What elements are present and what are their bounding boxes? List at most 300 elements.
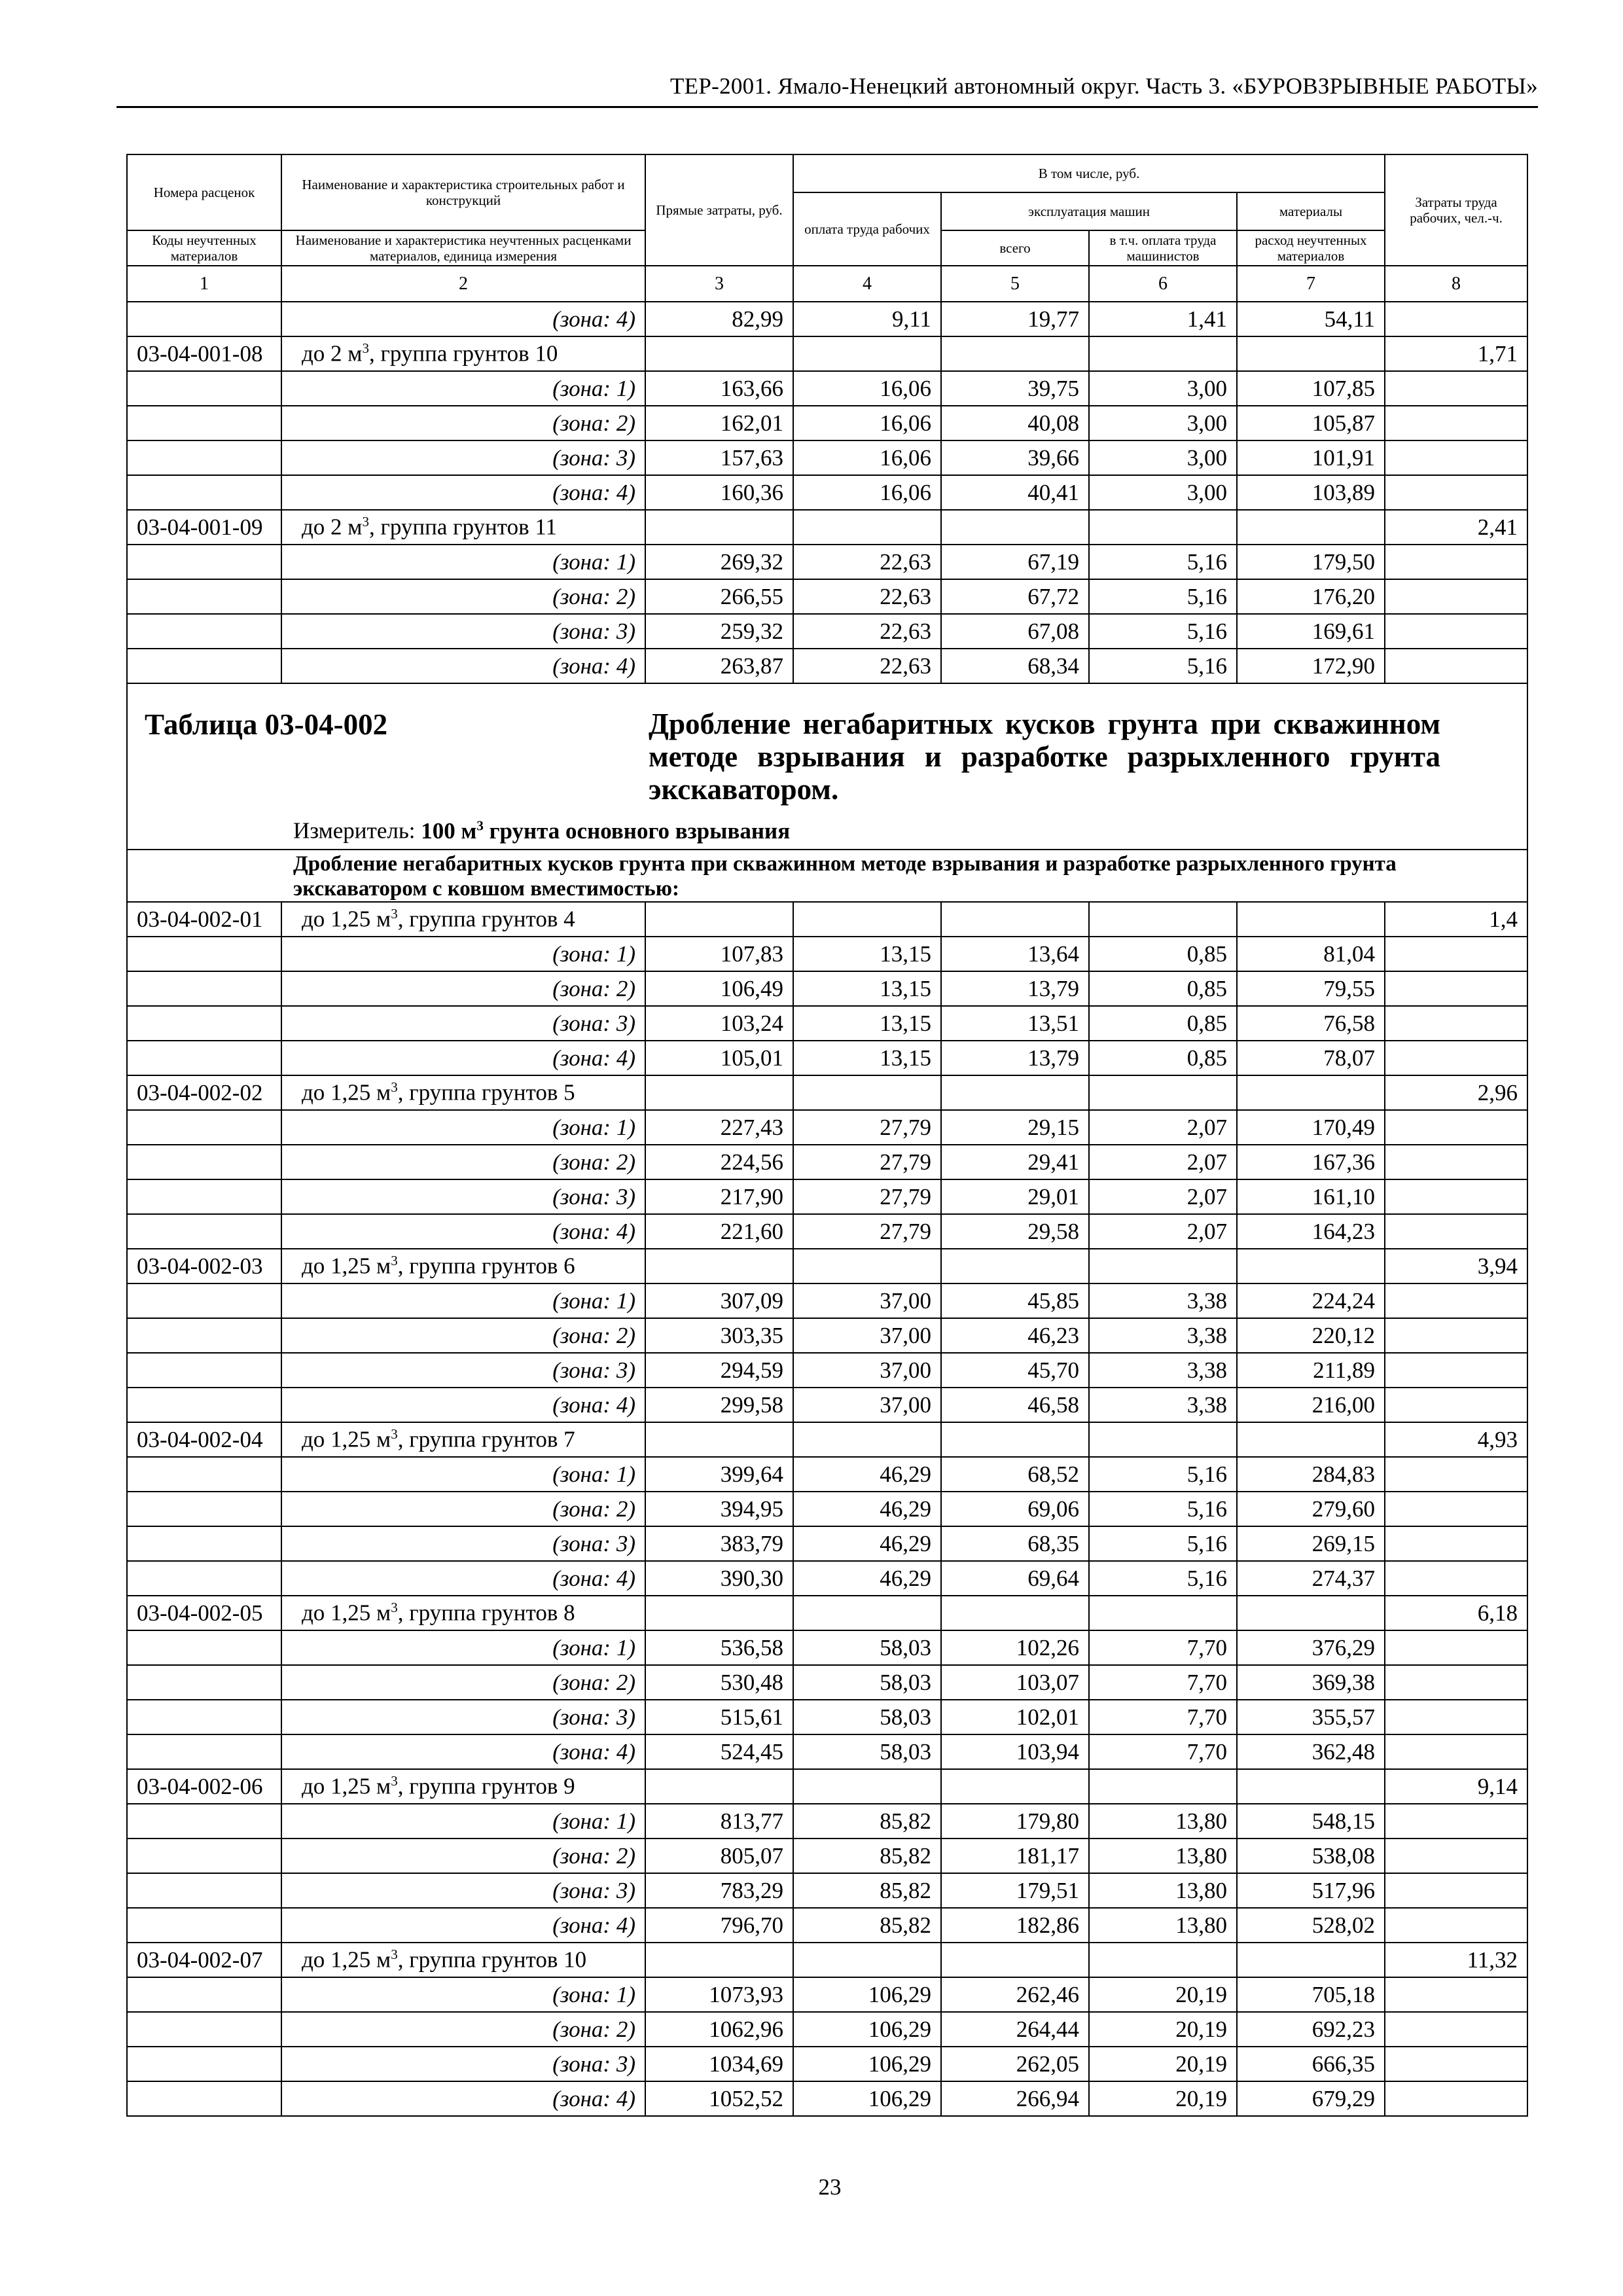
rate-name-prefix: до 1,25 м <box>302 906 391 932</box>
value-direct: 224,56 <box>645 1145 793 1179</box>
table-unit <box>293 817 790 844</box>
rate-name-suffix: , группа грунтов 7 <box>397 1426 575 1452</box>
zone-row <box>127 1041 1527 1075</box>
value-materials: 79,55 <box>1237 971 1385 1006</box>
table-title: Таблица 03-04-002 <box>145 708 388 741</box>
zone-row <box>127 614 1527 649</box>
value-labor: 27,79 <box>793 1110 941 1145</box>
value-operators: 3,38 <box>1089 1318 1237 1353</box>
rate-name <box>281 510 645 545</box>
rate-item-row <box>127 1596 1527 1630</box>
value-machines: 67,08 <box>941 614 1089 649</box>
value-operators: 2,07 <box>1089 1145 1237 1179</box>
rate-name-prefix: до 2 м <box>302 340 363 367</box>
value-operators: 5,16 <box>1089 649 1237 683</box>
value-operators: 0,85 <box>1089 971 1237 1006</box>
value-machines: 19,77 <box>941 302 1089 336</box>
zone-label: (зона: 4) <box>281 649 645 683</box>
value-operators: 3,38 <box>1089 1283 1237 1318</box>
value-direct: 263,87 <box>645 649 793 683</box>
value-direct: 307,09 <box>645 1283 793 1318</box>
zone-label: (зона: 4) <box>281 1734 645 1769</box>
value-machines: 182,86 <box>941 1908 1089 1943</box>
rate-name <box>281 1943 645 1977</box>
value-operators: 13,80 <box>1089 1873 1237 1908</box>
value-materials: 176,20 <box>1237 579 1385 614</box>
value-materials: 376,29 <box>1237 1630 1385 1665</box>
zone-row <box>127 1908 1527 1943</box>
value-direct: 163,66 <box>645 371 793 406</box>
header-material-names: Наименование и характеристика неучтенных расценками материалов, единица измерения <box>281 230 645 266</box>
value-operators: 3,00 <box>1089 371 1237 406</box>
zone-label: (зона: 2) <box>281 579 645 614</box>
value-labor: 85,82 <box>793 1804 941 1839</box>
group-heading-row <box>127 850 1527 902</box>
value-materials: 211,89 <box>1237 1353 1385 1388</box>
value-direct: 269,32 <box>645 545 793 579</box>
zone-label: (зона: 1) <box>281 1630 645 1665</box>
value-materials: 220,12 <box>1237 1318 1385 1353</box>
value-machines: 67,72 <box>941 579 1089 614</box>
value-labor: 85,82 <box>793 1839 941 1873</box>
column-numbers-row <box>127 266 1527 302</box>
value-machines: 40,41 <box>941 475 1089 510</box>
labor-cost: 9,14 <box>1385 1769 1527 1804</box>
zone-row <box>127 2081 1527 2116</box>
rate-code: 03-04-002-01 <box>127 902 281 937</box>
value-labor: 46,29 <box>793 1526 941 1561</box>
value-materials: 224,24 <box>1237 1283 1385 1318</box>
value-direct: 1052,52 <box>645 2081 793 2116</box>
value-direct: 303,35 <box>645 1318 793 1353</box>
value-operators: 7,70 <box>1089 1630 1237 1665</box>
zone-row <box>127 1561 1527 1596</box>
zone-label: (зона: 3) <box>281 1353 645 1388</box>
value-machines: 29,01 <box>941 1179 1089 1214</box>
rate-name-suffix: , группа грунтов 8 <box>397 1600 575 1626</box>
value-labor: 37,00 <box>793 1353 941 1388</box>
header-worker-pay: оплата труда рабочих <box>793 192 941 266</box>
value-operators: 0,85 <box>1089 937 1237 971</box>
zone-label: (зона: 2) <box>281 1665 645 1700</box>
value-labor: 13,15 <box>793 1006 941 1041</box>
zone-label: (зона: 2) <box>281 1839 645 1873</box>
value-machines: 29,15 <box>941 1110 1089 1145</box>
value-machines: 39,75 <box>941 371 1089 406</box>
zone-row <box>127 1179 1527 1214</box>
column-number: 3 <box>645 266 793 302</box>
value-materials: 666,35 <box>1237 2047 1385 2081</box>
value-operators: 20,19 <box>1089 2012 1237 2047</box>
zone-label: (зона: 1) <box>281 1804 645 1839</box>
rate-code: 03-04-002-03 <box>127 1249 281 1283</box>
value-materials: 169,61 <box>1237 614 1385 649</box>
value-materials: 167,36 <box>1237 1145 1385 1179</box>
rate-name-suffix: , группа грунтов 11 <box>368 514 558 540</box>
rate-name-sup: 3 <box>391 1946 398 1963</box>
rate-item-row <box>127 510 1527 545</box>
zone-label: (зона: 1) <box>281 937 645 971</box>
zone-row <box>127 2012 1527 2047</box>
value-labor: 27,79 <box>793 1214 941 1249</box>
value-materials: 538,08 <box>1237 1839 1385 1873</box>
value-machines: 68,52 <box>941 1457 1089 1492</box>
zone-row <box>127 371 1527 406</box>
column-number: 5 <box>941 266 1089 302</box>
zone-label: (зона: 4) <box>281 475 645 510</box>
value-labor: 106,29 <box>793 2047 941 2081</box>
value-direct: 217,90 <box>645 1179 793 1214</box>
rate-code: 03-04-002-05 <box>127 1596 281 1630</box>
rate-name-sup: 3 <box>391 906 398 922</box>
zone-row <box>127 1873 1527 1908</box>
zone-row <box>127 475 1527 510</box>
rate-name <box>281 1249 645 1283</box>
table-caption: Дробление негабаритных кусков грунта при скважинном методе взрывания и разработке разрыхленного грунта экскаватором. <box>649 708 1440 806</box>
header-work-name: Наименование и характеристика строительных работ и конструкций <box>281 154 645 230</box>
value-operators: 5,16 <box>1089 1526 1237 1561</box>
value-machines: 29,58 <box>941 1214 1089 1249</box>
value-materials: 107,85 <box>1237 371 1385 406</box>
value-materials: 705,18 <box>1237 1977 1385 2012</box>
rate-name-sup: 3 <box>362 340 369 357</box>
rate-name-sup: 3 <box>391 1426 398 1443</box>
value-machines: 179,51 <box>941 1873 1089 1908</box>
header-material-codes: Коды неучтенных материалов <box>127 230 281 266</box>
group-heading: Дробление негабаритных кусков грунта при скважинном методе взрывания и разработке разрыхленного грунта экскаватором с ковшом вместимостью: <box>293 852 1397 901</box>
rate-name-sup: 3 <box>391 1079 398 1096</box>
value-materials: 81,04 <box>1237 937 1385 971</box>
value-machines: 46,23 <box>941 1318 1089 1353</box>
value-direct: 399,64 <box>645 1457 793 1492</box>
value-labor: 13,15 <box>793 971 941 1006</box>
rate-name-sup: 3 <box>362 514 369 530</box>
zone-label: (зона: 3) <box>281 614 645 649</box>
value-materials: 101,91 <box>1237 440 1385 475</box>
value-direct: 160,36 <box>645 475 793 510</box>
rate-name <box>281 1769 645 1804</box>
zone-row <box>127 440 1527 475</box>
rate-item-row <box>127 1422 1527 1457</box>
rate-name-sup: 3 <box>391 1253 398 1269</box>
labor-cost: 2,96 <box>1385 1075 1527 1110</box>
zone-label: (зона: 4) <box>281 1214 645 1249</box>
value-operators: 7,70 <box>1089 1734 1237 1769</box>
value-machines: 13,51 <box>941 1006 1089 1041</box>
value-operators: 5,16 <box>1089 1457 1237 1492</box>
zone-row <box>127 406 1527 440</box>
value-materials: 54,11 <box>1237 302 1385 336</box>
value-materials: 170,49 <box>1237 1110 1385 1145</box>
value-direct: 1073,93 <box>645 1977 793 2012</box>
header-including: В том числе, руб. <box>793 154 1385 192</box>
rate-code: 03-04-002-02 <box>127 1075 281 1110</box>
value-materials: 103,89 <box>1237 475 1385 510</box>
value-materials: 274,37 <box>1237 1561 1385 1596</box>
value-labor: 85,82 <box>793 1908 941 1943</box>
value-operators: 20,19 <box>1089 2081 1237 2116</box>
unit-value <box>421 818 790 844</box>
value-machines: 39,66 <box>941 440 1089 475</box>
value-materials: 105,87 <box>1237 406 1385 440</box>
rate-name-suffix: , группа грунтов 10 <box>368 340 558 367</box>
value-operators: 13,80 <box>1089 1804 1237 1839</box>
unit-value-prefix: 100 м <box>421 817 477 844</box>
value-labor: 37,00 <box>793 1283 941 1318</box>
zone-label: (зона: 3) <box>281 1526 645 1561</box>
zone-label: (зона: 2) <box>281 1318 645 1353</box>
value-labor: 22,63 <box>793 649 941 683</box>
value-materials: 284,83 <box>1237 1457 1385 1492</box>
unit-value-suffix: грунта основного взрывания <box>483 817 791 844</box>
zone-row <box>127 1492 1527 1526</box>
value-machines: 103,94 <box>941 1734 1089 1769</box>
value-materials: 679,29 <box>1237 2081 1385 2116</box>
labor-cost: 2,41 <box>1385 510 1527 545</box>
value-operators: 7,70 <box>1089 1700 1237 1734</box>
rate-name-suffix: , группа грунтов 6 <box>397 1253 575 1279</box>
value-operators: 13,80 <box>1089 1839 1237 1873</box>
value-machines: 13,64 <box>941 937 1089 971</box>
labor-cost: 1,4 <box>1385 902 1527 937</box>
value-machines: 68,34 <box>941 649 1089 683</box>
rate-name-prefix: до 1,25 м <box>302 1079 391 1105</box>
rate-code: 03-04-002-06 <box>127 1769 281 1804</box>
value-operators: 13,80 <box>1089 1908 1237 1943</box>
zone-row <box>127 1214 1527 1249</box>
labor-cost: 4,93 <box>1385 1422 1527 1457</box>
zone-label: (зона: 3) <box>281 1873 645 1908</box>
header-unaccounted-materials: расход неучтенных материалов <box>1237 230 1385 266</box>
value-materials: 528,02 <box>1237 1908 1385 1943</box>
value-labor: 22,63 <box>793 579 941 614</box>
zone-label: (зона: 4) <box>281 1388 645 1422</box>
zone-row <box>127 1630 1527 1665</box>
rate-name-prefix: до 1,25 м <box>302 1600 391 1626</box>
value-machines: 13,79 <box>941 1041 1089 1075</box>
header-machines: эксплуатация машин <box>941 192 1237 230</box>
zone-label: (зона: 3) <box>281 1700 645 1734</box>
column-number: 2 <box>281 266 645 302</box>
zone-row <box>127 302 1527 336</box>
value-labor: 16,06 <box>793 371 941 406</box>
zone-label: (зона: 4) <box>281 302 645 336</box>
value-direct: 82,99 <box>645 302 793 336</box>
value-materials: 179,50 <box>1237 545 1385 579</box>
rate-name-prefix: до 1,25 м <box>302 1426 391 1452</box>
rate-name-prefix: до 1,25 м <box>302 1253 391 1279</box>
value-operators: 5,16 <box>1089 1561 1237 1596</box>
value-labor: 106,29 <box>793 1977 941 2012</box>
value-direct: 783,29 <box>645 1873 793 1908</box>
header-direct-costs: Прямые затраты, руб. <box>645 154 793 266</box>
value-direct: 536,58 <box>645 1630 793 1665</box>
zone-row <box>127 1318 1527 1353</box>
value-direct: 1062,96 <box>645 2012 793 2047</box>
value-materials: 172,90 <box>1237 649 1385 683</box>
rate-code: 03-04-001-08 <box>127 336 281 371</box>
header-operators-pay: в т.ч. оплата труда машинистов <box>1089 230 1237 266</box>
zone-label: (зона: 3) <box>281 2047 645 2081</box>
zone-label: (зона: 3) <box>281 440 645 475</box>
value-operators: 3,00 <box>1089 440 1237 475</box>
value-labor: 46,29 <box>793 1561 941 1596</box>
zone-label: (зона: 2) <box>281 1145 645 1179</box>
value-labor: 27,79 <box>793 1179 941 1214</box>
value-machines: 266,94 <box>941 2081 1089 2116</box>
value-direct: 515,61 <box>645 1700 793 1734</box>
value-operators: 20,19 <box>1089 2047 1237 2081</box>
rate-code: 03-04-002-04 <box>127 1422 281 1457</box>
value-machines: 102,26 <box>941 1630 1089 1665</box>
value-direct: 266,55 <box>645 579 793 614</box>
rate-name <box>281 1596 645 1630</box>
value-direct: 524,45 <box>645 1734 793 1769</box>
value-labor: 16,06 <box>793 406 941 440</box>
value-labor: 13,15 <box>793 937 941 971</box>
value-operators: 5,16 <box>1089 1492 1237 1526</box>
value-operators: 5,16 <box>1089 545 1237 579</box>
header-materials: материалы <box>1237 192 1385 230</box>
column-number: 6 <box>1089 266 1237 302</box>
value-machines: 68,35 <box>941 1526 1089 1561</box>
zone-row <box>127 1665 1527 1700</box>
running-header: ТЕР-2001. Ямало-Ненецкий автономный округ. Часть 3. «БУРОВЗРЫВНЫЕ РАБОТЫ» <box>669 73 1538 99</box>
value-materials: 78,07 <box>1237 1041 1385 1075</box>
header-machines-total: всего <box>941 230 1089 266</box>
value-direct: 390,30 <box>645 1561 793 1596</box>
rate-name <box>281 1075 645 1110</box>
value-labor: 58,03 <box>793 1734 941 1769</box>
value-machines: 179,80 <box>941 1804 1089 1839</box>
value-direct: 221,60 <box>645 1214 793 1249</box>
value-direct: 294,59 <box>645 1353 793 1388</box>
zone-row <box>127 1977 1527 2012</box>
value-direct: 105,01 <box>645 1041 793 1075</box>
value-direct: 106,49 <box>645 971 793 1006</box>
zone-row <box>127 1006 1527 1041</box>
table-heading-row <box>127 683 1527 850</box>
column-number: 4 <box>793 266 941 302</box>
value-machines: 102,01 <box>941 1700 1089 1734</box>
rate-item-row <box>127 1769 1527 1804</box>
header-rule <box>116 106 1538 108</box>
value-materials: 164,23 <box>1237 1214 1385 1249</box>
zone-label: (зона: 4) <box>281 1041 645 1075</box>
value-materials: 216,00 <box>1237 1388 1385 1422</box>
value-operators: 2,07 <box>1089 1214 1237 1249</box>
zone-row <box>127 1283 1527 1318</box>
zone-row <box>127 649 1527 683</box>
zone-row <box>127 1353 1527 1388</box>
value-materials: 362,48 <box>1237 1734 1385 1769</box>
labor-cost: 3,94 <box>1385 1249 1527 1283</box>
rate-name-sup: 3 <box>391 1600 398 1616</box>
value-labor: 106,29 <box>793 2081 941 2116</box>
zone-row <box>127 1804 1527 1839</box>
zone-row <box>127 1145 1527 1179</box>
value-operators: 3,38 <box>1089 1353 1237 1388</box>
zone-label: (зона: 1) <box>281 1110 645 1145</box>
value-labor: 13,15 <box>793 1041 941 1075</box>
rate-name-suffix: , группа грунтов 10 <box>397 1946 587 1973</box>
zone-row <box>127 1839 1527 1873</box>
rate-item-row <box>127 336 1527 371</box>
zone-row <box>127 1700 1527 1734</box>
value-materials: 369,38 <box>1237 1665 1385 1700</box>
value-labor: 16,06 <box>793 475 941 510</box>
value-labor: 58,03 <box>793 1665 941 1700</box>
rate-code: 03-04-001-09 <box>127 510 281 545</box>
zone-label: (зона: 3) <box>281 1179 645 1214</box>
zone-label: (зона: 2) <box>281 1492 645 1526</box>
value-direct: 394,95 <box>645 1492 793 1526</box>
rate-name-prefix: до 2 м <box>302 514 363 540</box>
zone-label: (зона: 1) <box>281 1977 645 2012</box>
zone-row <box>127 545 1527 579</box>
value-labor: 58,03 <box>793 1700 941 1734</box>
value-operators: 3,00 <box>1089 475 1237 510</box>
zone-label: (зона: 2) <box>281 406 645 440</box>
header-labor-costs: Затраты труда рабочих, чел.-ч. <box>1385 154 1527 266</box>
value-labor: 9,11 <box>793 302 941 336</box>
value-operators: 0,85 <box>1089 1006 1237 1041</box>
zone-label: (зона: 1) <box>281 371 645 406</box>
value-machines: 29,41 <box>941 1145 1089 1179</box>
value-machines: 67,19 <box>941 545 1089 579</box>
value-operators: 3,38 <box>1089 1388 1237 1422</box>
zone-row <box>127 2047 1527 2081</box>
zone-row <box>127 1110 1527 1145</box>
rate-name-suffix: , группа грунтов 4 <box>397 906 575 932</box>
rates-table <box>126 154 1528 2117</box>
column-number: 7 <box>1237 266 1385 302</box>
value-direct: 227,43 <box>645 1110 793 1145</box>
rate-name <box>281 336 645 371</box>
rate-code: 03-04-002-07 <box>127 1943 281 1977</box>
rate-item-row <box>127 1249 1527 1283</box>
value-direct: 796,70 <box>645 1908 793 1943</box>
value-labor: 37,00 <box>793 1318 941 1353</box>
column-number: 8 <box>1385 266 1527 302</box>
rate-item-row <box>127 902 1527 937</box>
zone-label: (зона: 4) <box>281 1908 645 1943</box>
value-labor: 22,63 <box>793 614 941 649</box>
zone-label: (зона: 1) <box>281 1457 645 1492</box>
value-machines: 103,07 <box>941 1665 1089 1700</box>
value-materials: 517,96 <box>1237 1873 1385 1908</box>
rate-name-prefix: до 1,25 м <box>302 1946 391 1973</box>
value-materials: 76,58 <box>1237 1006 1385 1041</box>
value-machines: 262,05 <box>941 2047 1089 2081</box>
value-operators: 2,07 <box>1089 1179 1237 1214</box>
unit-value-sup: 3 <box>476 817 484 833</box>
rate-name-suffix: , группа грунтов 5 <box>397 1079 575 1105</box>
value-materials: 161,10 <box>1237 1179 1385 1214</box>
value-machines: 181,17 <box>941 1839 1089 1873</box>
value-operators: 5,16 <box>1089 614 1237 649</box>
zone-label: (зона: 2) <box>281 971 645 1006</box>
value-direct: 107,83 <box>645 937 793 971</box>
zone-row <box>127 579 1527 614</box>
value-operators: 20,19 <box>1089 1977 1237 2012</box>
value-direct: 805,07 <box>645 1839 793 1873</box>
value-materials: 548,15 <box>1237 1804 1385 1839</box>
value-direct: 259,32 <box>645 614 793 649</box>
value-labor: 46,29 <box>793 1492 941 1526</box>
rate-item-row <box>127 1943 1527 1977</box>
value-direct: 162,01 <box>645 406 793 440</box>
